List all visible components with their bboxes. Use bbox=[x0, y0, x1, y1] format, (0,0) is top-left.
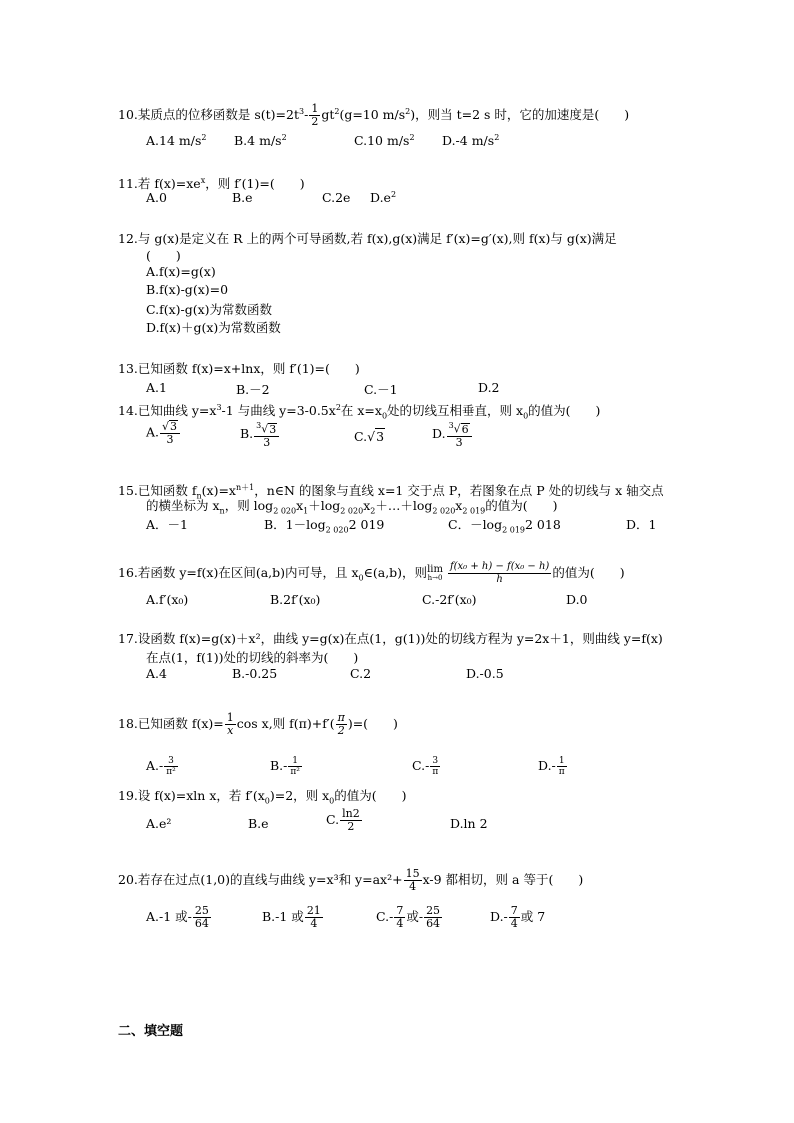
q18-frac-pi2 bbox=[336, 712, 347, 737]
q16-lim-sub: h→0 bbox=[427, 573, 443, 582]
q18-opt-b-d: π² bbox=[290, 767, 300, 777]
q18-fn: 1 bbox=[226, 711, 234, 724]
q15-l1sup: n＋1 bbox=[235, 483, 255, 492]
q10-minus: - bbox=[304, 107, 309, 123]
q10-opt-d-label: D.-4 m/s bbox=[442, 133, 495, 149]
q15-opt-c-sub: 2 019 bbox=[502, 525, 525, 535]
q16-option-c: C.-2f′(x₀) bbox=[422, 592, 477, 607]
question-10 bbox=[118, 102, 629, 128]
q11-opt-d-label: D.e bbox=[370, 190, 391, 206]
q19-option-d: D.ln 2 bbox=[450, 816, 488, 831]
q20-opt-a-n: 25 bbox=[194, 904, 209, 917]
q18-opt-b-label: B.- bbox=[270, 758, 288, 773]
q15-l1sub: n bbox=[196, 491, 202, 501]
q19-opt-c-d: 2 bbox=[347, 820, 355, 833]
question-17-line2: 在点(1，f(1))处的切线的斜率为( ) bbox=[146, 650, 359, 665]
q20-fn: 15 bbox=[405, 867, 420, 880]
q10-mid: gt bbox=[321, 107, 335, 123]
q10-exp2b: 2 bbox=[405, 107, 411, 116]
q14-text-e: 的值为( ) bbox=[528, 403, 601, 419]
q15-opt-c-b: 2 018 bbox=[525, 517, 561, 532]
q14-opt-b-frac bbox=[254, 420, 279, 449]
q10-option-a bbox=[146, 133, 206, 148]
q11-option-c: C.2e bbox=[322, 190, 351, 205]
q15-l2s5: 2 020 bbox=[432, 506, 456, 516]
q20-opt-b-n: 21 bbox=[306, 904, 321, 917]
q20-opt-d-mid: 或 7 bbox=[520, 909, 546, 924]
q19-text-b: )=2，则 x bbox=[269, 788, 330, 803]
q15-opt-b-a: B．1－log bbox=[264, 517, 326, 532]
q14-opt-a-rad: 3 bbox=[170, 420, 178, 433]
q16-option-b: B.2f′(x₀) bbox=[270, 592, 321, 607]
q17-option-b: B.-0.25 bbox=[232, 666, 278, 681]
q16-den: h bbox=[496, 574, 503, 585]
q18-option-a bbox=[146, 756, 179, 777]
q18-pn: π bbox=[337, 711, 345, 724]
q14-text-d: 处的切线互相垂直，则 x bbox=[387, 403, 524, 419]
q20-opt-a-d: 64 bbox=[194, 917, 209, 930]
q16-lim: lim bbox=[427, 563, 443, 575]
q15-option-a: A．－1 bbox=[146, 517, 188, 532]
q18-opt-c-label: C.- bbox=[412, 758, 430, 773]
q20-option-c bbox=[376, 905, 443, 930]
q19-text-a: 19.设 f(x)=xln x，若 f′(x bbox=[118, 788, 265, 803]
q12-paren: ( ) bbox=[146, 248, 181, 263]
q18-option-c bbox=[412, 756, 441, 777]
q14-opt-a-num: √3 bbox=[160, 420, 180, 434]
q18-opt-c-n: 3 bbox=[430, 756, 440, 767]
q10-frac-num: 1 bbox=[311, 102, 319, 116]
q20-opt-d-n1: 7 bbox=[510, 904, 518, 917]
q18-option-d bbox=[538, 756, 568, 777]
q20-fd: 4 bbox=[409, 880, 417, 893]
q14-opt-d-idx: 3 bbox=[448, 421, 454, 430]
q18-opt-d-n: 1 bbox=[557, 756, 567, 767]
question-12: 12.与 g(x)是定义在 R 上的两个可导函数,若 f(x),g(x)满足 f′(x)=g′(x),则 f(x)与 g(x)满足 bbox=[118, 231, 617, 246]
q10-suffix: )，则当 t=2 s 时，它的加速度是( ) bbox=[410, 107, 630, 123]
q15-l2f: ＋…＋log bbox=[375, 498, 433, 513]
q14-option-d bbox=[432, 420, 473, 449]
q19-option-c bbox=[326, 808, 363, 833]
q18-fd: x bbox=[227, 724, 234, 737]
q14-option-a bbox=[146, 420, 181, 446]
q20-opt-c-d2: 64 bbox=[426, 917, 441, 930]
q20-opt-b-frac bbox=[305, 905, 323, 930]
q18-opt-a-frac bbox=[164, 756, 178, 777]
q18-option-b bbox=[270, 756, 303, 777]
q15-opt-b-sub: 2 020 bbox=[325, 525, 349, 535]
q10-opt-d-sup: 2 bbox=[494, 133, 500, 142]
q12-option-a: A.f(x)=g(x) bbox=[146, 264, 216, 279]
q15-option-d: D．1 bbox=[626, 517, 657, 532]
q14-opt-d-frac bbox=[447, 420, 472, 449]
q18-opt-d-label: D.- bbox=[538, 758, 556, 773]
q11-sup: x bbox=[200, 176, 206, 185]
q15-l1a: 15.已知函数 f bbox=[118, 483, 197, 499]
q11-opt-d-sup: 2 bbox=[390, 190, 397, 199]
q20-option-a bbox=[146, 905, 212, 930]
q14-opt-b-num: $^3$√3 bbox=[254, 420, 279, 437]
question-19 bbox=[118, 786, 407, 811]
q14-sub0: 0 bbox=[381, 411, 388, 421]
q17-option-c: C.2 bbox=[350, 666, 372, 681]
q18-pd: 2 bbox=[337, 724, 345, 737]
q11-option-d bbox=[370, 190, 396, 205]
q18-opt-b-n: 1 bbox=[288, 756, 302, 767]
q20-opt-b-text: B.-1 或 bbox=[262, 909, 304, 924]
q14-opt-d-rad: 6 bbox=[461, 422, 469, 436]
q13-option-a: A.1 bbox=[146, 380, 167, 395]
q18-opt-b-frac bbox=[288, 756, 302, 777]
q14-opt-b-label: B. bbox=[240, 425, 254, 441]
q19-opt-c-frac bbox=[340, 808, 362, 833]
q20-opt-c-n2: 25 bbox=[426, 904, 441, 917]
q15-l1b: (x)=x bbox=[201, 483, 236, 499]
section-heading: 二、填空题 bbox=[118, 1024, 184, 1039]
q20-opt-c-d1: 4 bbox=[396, 917, 404, 930]
q20-text-a: 20.若存在过点(1,0)的直线与曲线 y=x³和 y=ax²+ bbox=[118, 872, 403, 887]
q18-frac-1x bbox=[225, 712, 236, 737]
q10-paren: (g=10 m/s bbox=[339, 107, 406, 123]
q15-l2s6: 2 019 bbox=[462, 506, 486, 516]
q16-option-a: A.f′(x₀) bbox=[146, 592, 189, 607]
q14-opt-b-idx: 3 bbox=[256, 421, 262, 430]
q18-opt-d-frac bbox=[557, 756, 567, 777]
q14-opt-a-label: A. bbox=[146, 424, 160, 440]
q14-opt-d-label: D. bbox=[432, 425, 446, 441]
q18-opt-d-d: π bbox=[558, 767, 565, 777]
q14-opt-a-frac bbox=[160, 420, 180, 446]
q19-sub0b: 0 bbox=[329, 796, 335, 806]
q14-option-b bbox=[240, 420, 280, 449]
q20-option-d bbox=[490, 905, 545, 930]
q20-opt-c-mid: 或- bbox=[406, 909, 424, 924]
question-14 bbox=[118, 398, 600, 426]
q18-text-b: cos x,则 f(π)+f′( bbox=[236, 716, 335, 731]
q15-l2b: ，则 log bbox=[224, 498, 274, 513]
q16-option-d: D.0 bbox=[566, 592, 588, 607]
q15-l2sub: n bbox=[219, 506, 225, 516]
q10-opt-c-sup: 2 bbox=[409, 133, 415, 142]
q15-opt-c-a: C．－log bbox=[448, 517, 503, 532]
q20-opt-c-text: C.- bbox=[376, 909, 394, 924]
q18-text-a: 18.已知函数 f(x)= bbox=[118, 716, 224, 731]
q16-text-b: ∈(a,b)，则 bbox=[363, 565, 428, 580]
q19-sub0: 0 bbox=[264, 796, 270, 806]
q15-option-b bbox=[264, 515, 384, 535]
q11-option-b: B.e bbox=[232, 190, 253, 205]
q12-option-d: D.f(x)＋g(x)为常数函数 bbox=[146, 320, 281, 335]
q20-opt-b-d: 4 bbox=[310, 917, 318, 930]
q20-opt-d-d1: 4 bbox=[510, 917, 518, 930]
q16-fraction bbox=[448, 561, 551, 586]
q14-opt-b-den: 3 bbox=[263, 435, 271, 449]
q10-opt-b-label: B.4 m/s bbox=[234, 133, 282, 149]
q15-l2h: 的值为( ) bbox=[485, 498, 558, 513]
q19-text-c: 的值为( ) bbox=[334, 788, 407, 803]
q10-opt-a-sup: 2 bbox=[201, 133, 207, 142]
q20-opt-a-text: A.-1 或- bbox=[146, 909, 192, 924]
q20-opt-c-frac2 bbox=[424, 905, 442, 930]
q20-opt-c-frac1 bbox=[394, 905, 405, 930]
q10-option-c bbox=[354, 133, 415, 148]
q14-opt-a-den: 3 bbox=[166, 433, 174, 446]
q19-option-b: B.e bbox=[248, 816, 269, 831]
q15-l2c: x bbox=[296, 498, 304, 513]
q16-num: f(x₀ + h) − f(x₀ − h) bbox=[449, 561, 550, 572]
q18-opt-a-label: A.- bbox=[146, 758, 164, 773]
q14-sup1: 3 bbox=[216, 403, 222, 412]
q14-option-c: C.√3 bbox=[354, 429, 385, 444]
q19-option-a: A.e² bbox=[146, 816, 172, 831]
q13-option-d: D.2 bbox=[478, 380, 500, 395]
q14-text-a: 14.已知曲线 y=x bbox=[118, 403, 217, 419]
q11-option-a: A.0 bbox=[146, 190, 167, 205]
q20-option-b bbox=[262, 905, 324, 930]
q14-sup2: 2 bbox=[335, 403, 341, 412]
q10-opt-b-sup: 2 bbox=[281, 133, 287, 142]
q14-text-b: -1 与曲线 y=3-0.5x bbox=[221, 403, 336, 419]
q11-text-b: ，则 f′(1)=( ) bbox=[205, 176, 305, 192]
q18-opt-c-d: π bbox=[432, 767, 439, 777]
q15-l2a: 的横坐标为 x bbox=[146, 498, 220, 513]
q12-option-b: B.f(x)-g(x)=0 bbox=[146, 282, 229, 297]
q10-exp2: 2 bbox=[334, 107, 340, 116]
q16-text-a: 16.若函数 y=f(x)在区间(a,b)内可导，且 x bbox=[118, 565, 359, 580]
q20-text-b: x-9 都相切，则 a 等于( ) bbox=[422, 872, 584, 887]
q17-option-d: D.-0.5 bbox=[466, 666, 504, 681]
q15-l2s4: 2 bbox=[370, 506, 376, 516]
q12-option-c: C.f(x)-g(x)为常数函数 bbox=[146, 302, 273, 317]
q10-opt-a-label: A.14 m/s bbox=[146, 133, 202, 149]
q20-opt-c-n1: 7 bbox=[396, 904, 404, 917]
question-16 bbox=[118, 561, 625, 588]
q15-l2s3: 2 020 bbox=[340, 506, 364, 516]
q15-l2s1: 2 020 bbox=[273, 506, 297, 516]
q17-option-a: A.4 bbox=[146, 666, 167, 681]
q14-sub0b: 0 bbox=[523, 411, 529, 421]
question-18 bbox=[118, 712, 398, 737]
q20-opt-d-frac bbox=[509, 905, 520, 930]
q10-option-d bbox=[442, 133, 499, 148]
q15-l2d: ＋log bbox=[308, 498, 341, 513]
q10-fraction bbox=[309, 103, 320, 128]
q10-frac-den: 2 bbox=[311, 115, 319, 129]
q10-opt-c-label: C.10 m/s bbox=[354, 133, 410, 149]
question-20 bbox=[118, 868, 583, 893]
question-17: 17.设函数 f(x)=g(x)＋x²，曲线 y=g(x)在点(1，g(1))处的切线方程为 y=2x＋1，则曲线 y=f(x) bbox=[118, 631, 663, 646]
q16-limit bbox=[427, 565, 443, 583]
q14-text-c: 在 x=x bbox=[340, 403, 382, 419]
q15-opt-b-b: 2 019 bbox=[348, 517, 385, 532]
q15-l2s2: 1 bbox=[303, 506, 309, 516]
q20-opt-d-text: D.- bbox=[490, 909, 508, 924]
q18-opt-a-n: 3 bbox=[164, 756, 178, 767]
q10-exp: 3 bbox=[299, 107, 305, 116]
q10-option-b bbox=[234, 133, 287, 148]
q15-option-c bbox=[448, 515, 561, 535]
question-13: 13.已知函数 f(x)=x+lnx，则 f′(1)=( ) bbox=[118, 361, 360, 376]
q15-l2g: x bbox=[455, 498, 463, 513]
q16-sub0: 0 bbox=[358, 573, 364, 583]
q15-l2e: x bbox=[363, 498, 371, 513]
q14-opt-d-num: $^3$√6 bbox=[447, 420, 472, 437]
q20-opt-a-frac bbox=[193, 905, 211, 930]
q15-l1c: ，n∈N 的图象与直线 x=1 交于点 P，若图象在点 P 处的切线与 x 轴交点 bbox=[254, 483, 664, 499]
q14-opt-c-label: C. bbox=[354, 429, 368, 444]
q18-opt-c-frac bbox=[430, 756, 440, 777]
q18-opt-a-d: π² bbox=[166, 767, 176, 777]
q18-text-c: )=( ) bbox=[347, 716, 398, 731]
q14-opt-d-den: 3 bbox=[455, 435, 463, 449]
q10-text: 10.某质点的位移函数是 s(t)=2t bbox=[118, 107, 299, 123]
q19-opt-c-label: C. bbox=[326, 812, 340, 827]
q14-opt-b-rad: 3 bbox=[269, 422, 277, 436]
q11-text-a: 11.若 f(x)=xe bbox=[118, 176, 201, 192]
q14-opt-c-rad: 3 bbox=[376, 429, 385, 444]
q16-text-c: 的值为( ) bbox=[552, 565, 625, 580]
q13-option-c: C.－1 bbox=[364, 382, 398, 397]
q13-option-b: B.－2 bbox=[236, 382, 270, 397]
question-15-line2 bbox=[146, 496, 558, 516]
q19-opt-c-n: ln2 bbox=[342, 807, 360, 820]
q20-frac bbox=[404, 868, 422, 893]
